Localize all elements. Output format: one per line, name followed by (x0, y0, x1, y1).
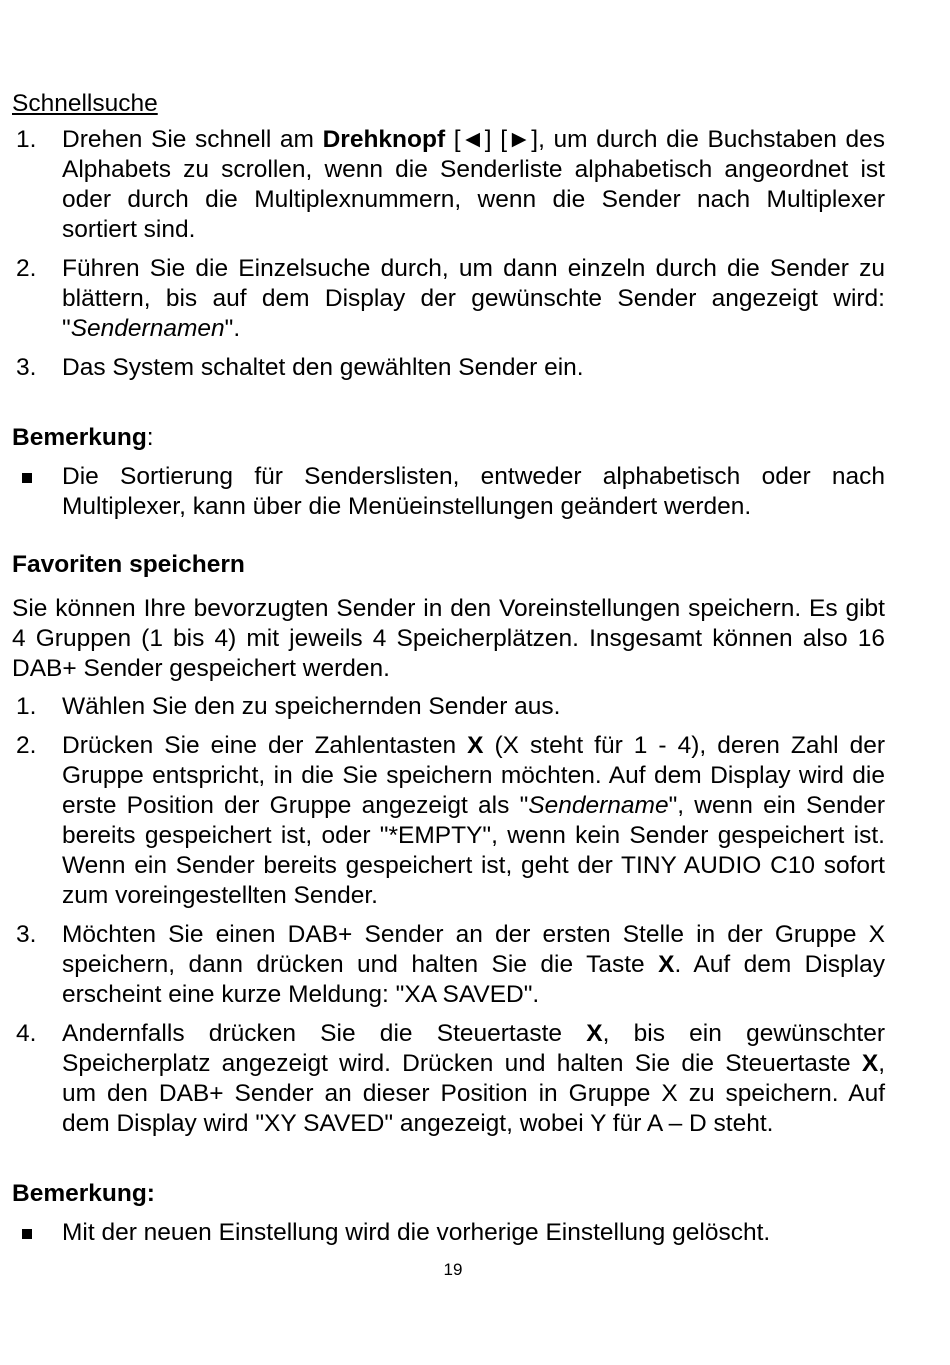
italic-term: Sendernamen (70, 315, 225, 342)
note-text: Mit der neuen Einstellung wird die vorherige Einstellung gelöscht. (62, 1219, 771, 1246)
bullet-icon (22, 1229, 32, 1239)
list-item (12, 125, 885, 245)
note-list (12, 462, 885, 522)
section-heading-favoriten: Favoriten speichern (12, 551, 245, 578)
step-text: Führen Sie die Einzelsuche durch, um dann einzeln durch die Sender zu blättern, bis auf dem Display der gewünschte Sender angezeigt wird: "Sendernamen". (62, 255, 885, 342)
note-list (12, 1218, 885, 1248)
note-heading: Bemerkung: (12, 1180, 155, 1207)
step-number: 2. (16, 255, 37, 282)
page-number: 19 (443, 1260, 463, 1279)
intro-paragraph: Sie können Ihre bevorzugten Sender in den Voreinstellungen speichern. Es gibt 4 Gruppen (1 bis 4) mit jeweils 4 Speicherplätzen. Insgesamt können also 16 DAB+ Sender gespeichert werden. (12, 595, 885, 682)
bullet-icon (22, 473, 32, 483)
step-number: 4. (16, 1020, 37, 1047)
list-item (12, 254, 885, 344)
bold-term: Drehknopf (322, 126, 446, 153)
step-text: Wählen Sie den zu speichernden Sender aus. (62, 693, 561, 720)
section-heading-schnellsuche: Schnellsuche (12, 90, 158, 117)
bold-term: X (586, 1020, 603, 1047)
step-text: Das System schaltet den gewählten Sender ein. (62, 354, 584, 381)
manual-page (12, 89, 885, 1257)
bold-term: X (861, 1050, 879, 1077)
step-number: 3. (16, 921, 37, 948)
step-number: 2. (16, 732, 37, 759)
step-number: 1. (16, 126, 37, 153)
list-item (12, 731, 885, 911)
list-item (12, 920, 885, 1010)
note-heading: Bemerkung: (12, 424, 154, 451)
note-text: Die Sortierung für Senderslisten, entweder alphabetisch oder nach Multiplexer, kann über die Menüeinstellungen geändert werden. (62, 463, 885, 520)
italic-term: Sendername (528, 792, 669, 819)
step-text: Andernfalls drücken Sie die Steuertaste X, bis ein gewünschter Speicherplatz angezeigt wird. Drücken und halten Sie die Steuertaste X, um den DAB+ Sender an dieser Position in Gruppe X zu speichern. Auf dem Display wird "XY SAVED" angezeigt, wobei Y für A – D steht. (62, 1020, 886, 1137)
step-text: Möchten Sie einen DAB+ Sender an der ersten Stelle in der Gruppe X speichern, dann drücken und halten Sie die Taste X. Auf dem Display erscheint eine kurze Meldung: "XA SAVED". (62, 921, 886, 1008)
list-item (12, 353, 885, 383)
bold-term: X (467, 732, 484, 759)
step-text: Drücken Sie eine der Zahlentasten X (X steht für 1 - 4), deren Zahl der Gruppe entspricht, in die Sie speichern möchten. Auf dem Display wird die erste Position der Gruppe angezeigt als "Sendername", wenn ein Sender bereits gespeichert ist, oder "*EMPTY", wenn kein Sender gespeichert ist. Wenn ein Sender bereits gespeichert ist, geht der TINY AUDIO C10 sofort zum voreingestellten Sender. (62, 732, 885, 909)
list-item (12, 692, 885, 722)
list-item (12, 1218, 885, 1248)
favoriten-steps (12, 692, 885, 1139)
step-number: 1. (16, 693, 37, 720)
schnellsuche-steps (12, 125, 885, 383)
list-item (12, 1019, 885, 1139)
step-number: 3. (16, 354, 37, 381)
list-item (12, 462, 885, 522)
bold-term: X (658, 951, 675, 978)
step-text: Drehen Sie schnell am Drehknopf [◄] [►], um durch die Buchstaben des Alphabets zu scrollen, wenn die Senderliste alphabetisch angeordnet ist oder durch die Multiplexnummern, wenn die Sender nach Multiplexer sortiert sind. (62, 126, 885, 243)
